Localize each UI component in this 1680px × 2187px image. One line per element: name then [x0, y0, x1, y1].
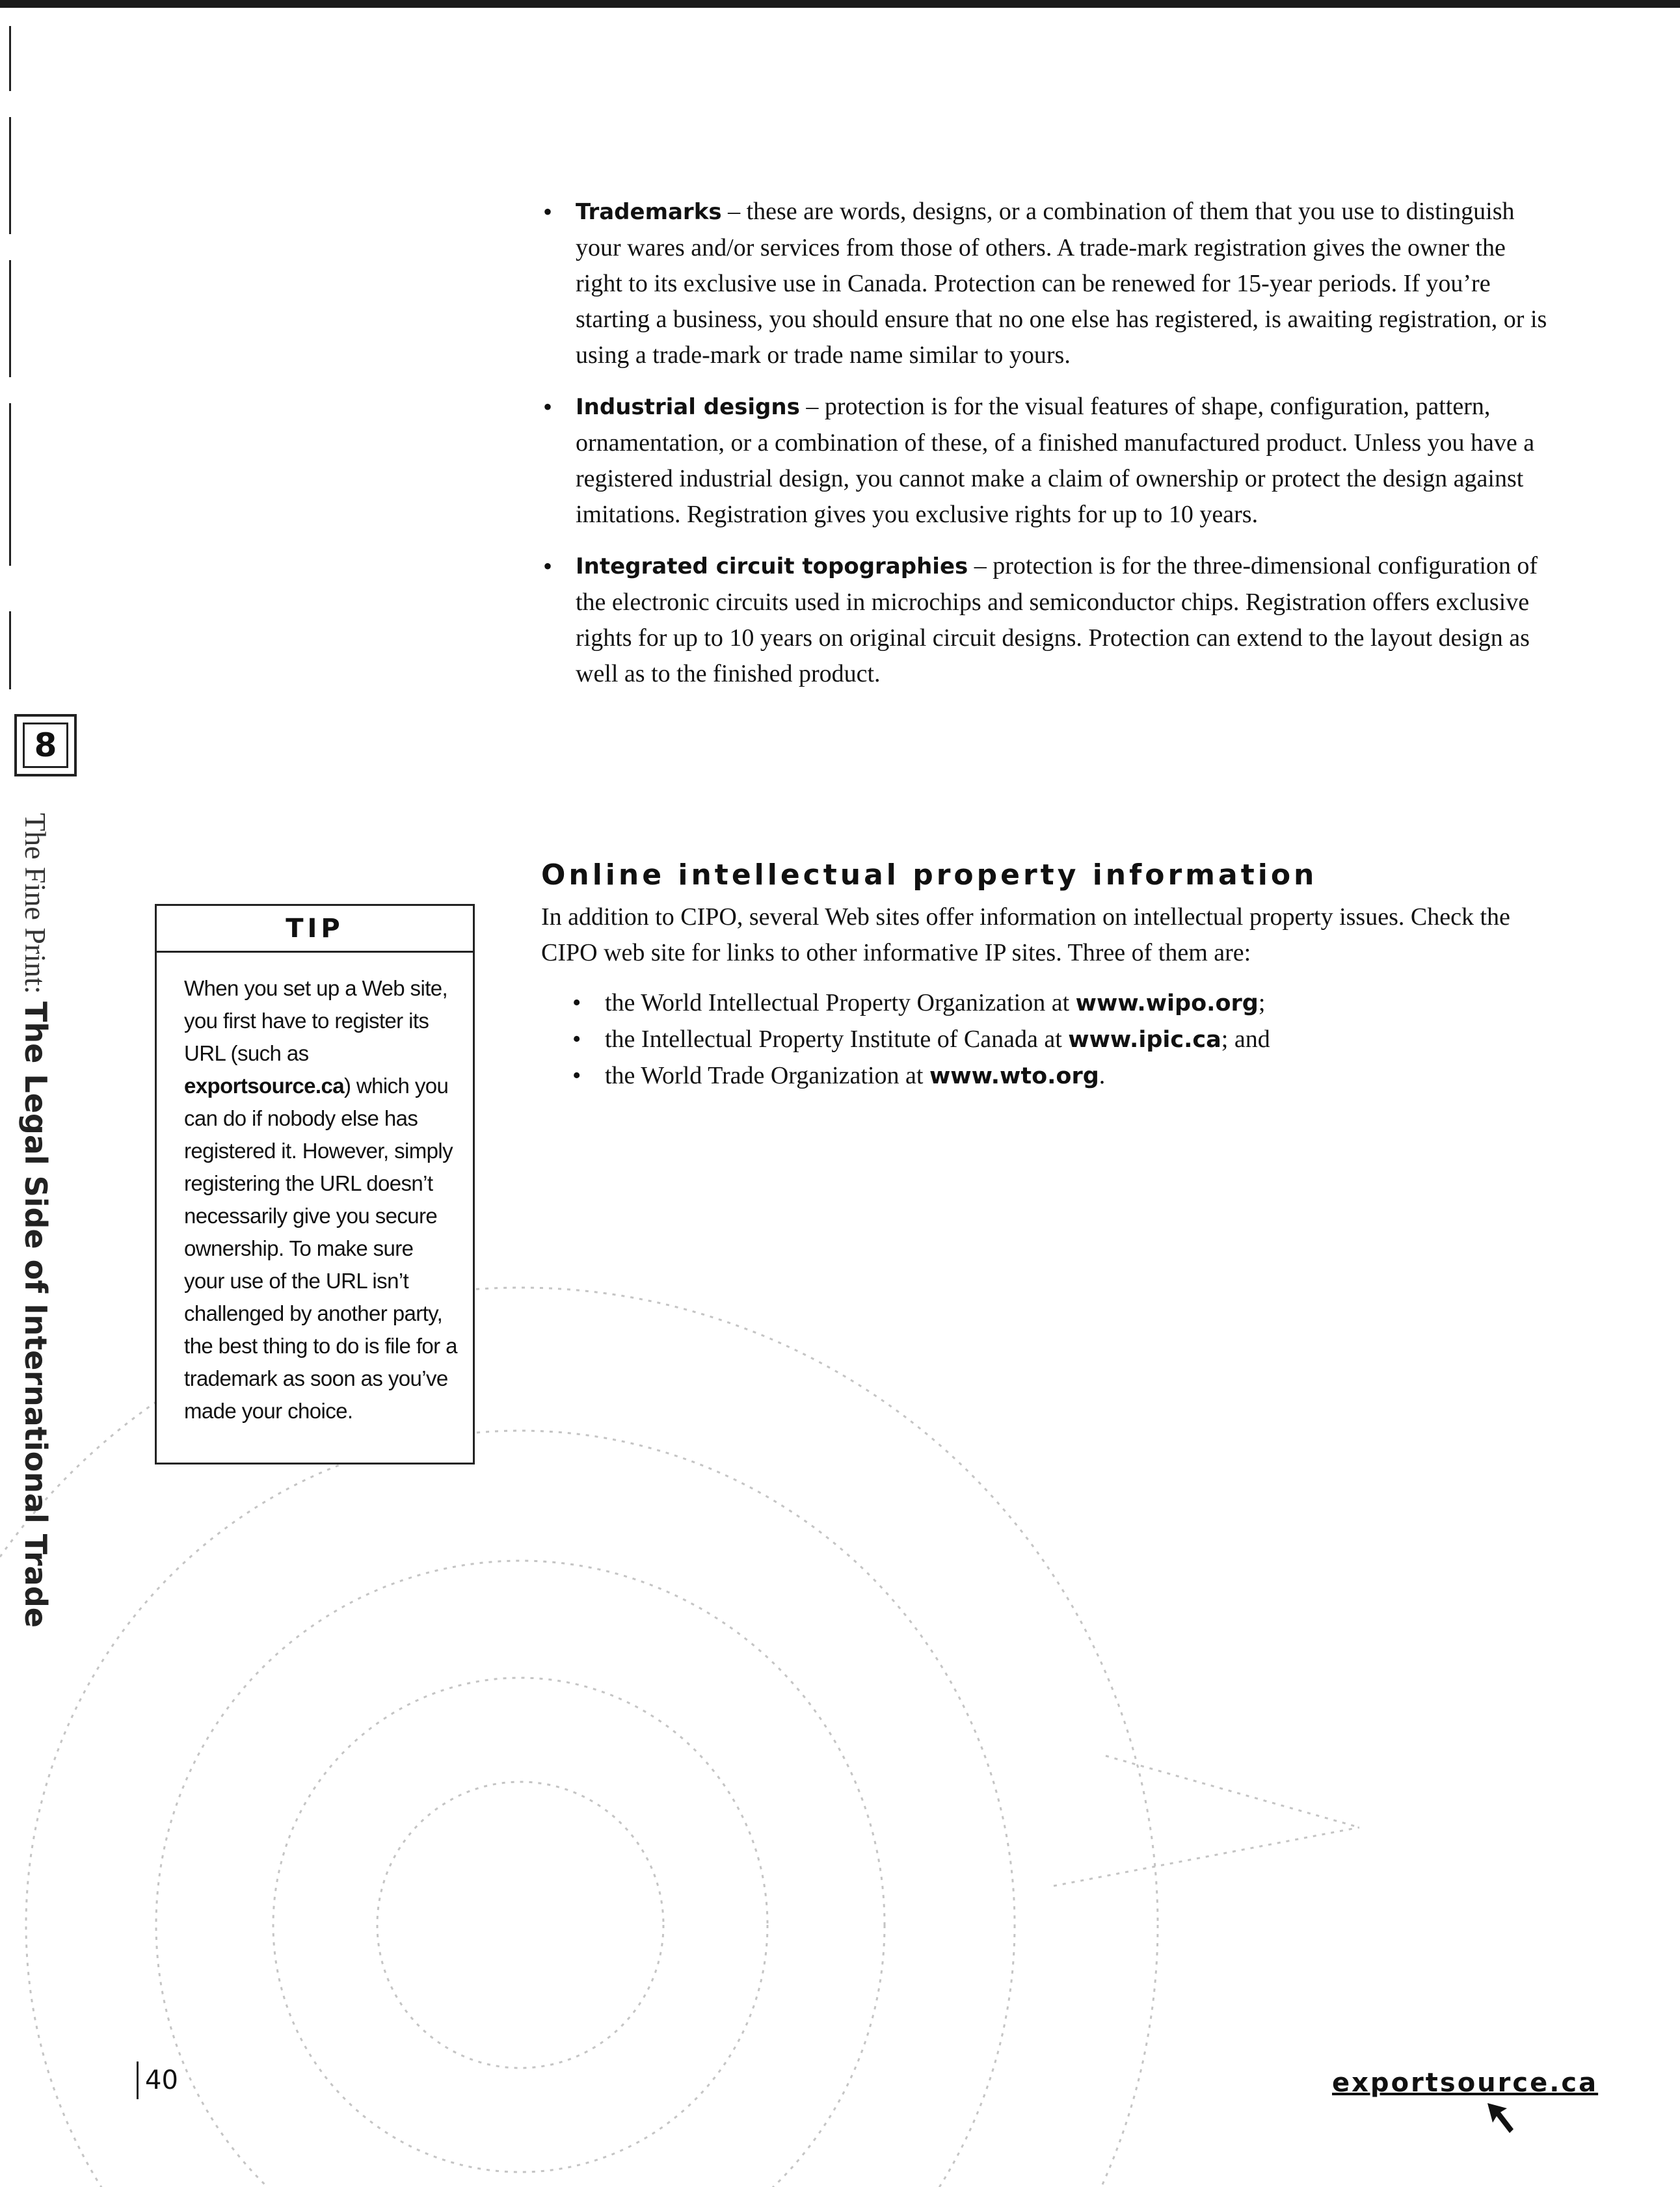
link-wto[interactable]: www.wto.org	[929, 1063, 1099, 1089]
link-suffix: ; and	[1221, 1026, 1270, 1053]
ip-types-list	[543, 194, 1558, 708]
list-item	[543, 548, 1558, 692]
chapter-number: 8	[23, 722, 68, 768]
list-item	[541, 1022, 1517, 1058]
chapter-badge	[14, 714, 77, 776]
tip-text-before: When you set up a Web site, you first have to register its URL (such as	[184, 976, 448, 1065]
list-item	[543, 389, 1558, 533]
list-item	[541, 985, 1517, 1022]
tip-title: TIP	[157, 906, 473, 953]
chapter-title-lead: The Fine Print:	[19, 813, 52, 1002]
link-ipic[interactable]: www.ipic.ca	[1068, 1027, 1221, 1053]
left-margin-rule	[9, 260, 11, 377]
list-item	[541, 1058, 1517, 1094]
list-item-term: Industrial designs	[576, 394, 800, 420]
list-item-term: Trademarks	[576, 199, 722, 225]
link-prefix: the Intellectual Property Institute of Canada at	[605, 1026, 1069, 1053]
left-margin-rule	[9, 403, 11, 566]
left-margin-rule	[9, 117, 11, 234]
top-rule	[0, 0, 1680, 8]
link-suffix: .	[1099, 1062, 1106, 1089]
tip-box	[155, 904, 475, 1465]
left-margin-rule	[9, 26, 11, 91]
link-prefix: the World Intellectual Property Organization at	[605, 989, 1076, 1016]
link-suffix: ;	[1258, 989, 1266, 1016]
list-item-text: – protection is for the visual features of shape, configuration, pattern, ornamentation, or a combination of these, of a finished manufactured product. Unless you have a registered industrial design, you cannot make a claim of ownership or protect the design against imitations. Registration gives you exclusive rights for up to 10 years.	[576, 393, 1535, 528]
list-item-text: – these are words, designs, or a combination of them that you use to distinguish your wares and/or services from those of others. A trade-mark registration gives the owner the right to its exclusive use in Canada. Protection can be renewed for 15-year periods. If you’re starting a business, you should ensure that no one else has registered, is awaiting registration, or is using a trade-mark or trade name similar to yours.	[576, 198, 1547, 369]
link-prefix: the World Trade Organization at	[605, 1062, 929, 1089]
page-number: 40	[137, 2061, 178, 2099]
tip-text-after: ) which you can do if nobody else has registered it. However, simply registering the URL doesn’t necessarily give you secure ownership. To make sure your use of the URL isn’t challenged by another party, the best thing to do is file for a trademark as soon as you’ve made your choice.	[184, 1074, 457, 1423]
list-item-text: – protection is for the three-dimensional configuration of the electronic circuits used in microchips and semiconductor chips. Registration offers exclusive rights for up to 10 years on original circuit designs. Protection can extend to the layout design as well as to the finished product.	[576, 552, 1538, 687]
tip-text-url: exportsource.ca	[184, 1074, 344, 1098]
footer-site-link[interactable]: exportsource.ca	[1332, 2068, 1599, 2098]
arrow-cursor-icon	[1485, 2101, 1524, 2140]
link-wipo[interactable]: www.wipo.org	[1075, 990, 1259, 1016]
tip-body	[157, 953, 473, 1427]
ip-links-list	[541, 985, 1517, 1094]
left-margin-rule	[9, 611, 11, 689]
chapter-title-vertical	[20, 813, 51, 1628]
section-heading: Online intellectual property information	[541, 858, 1318, 892]
section-intro: In addition to CIPO, several Web sites offer information on intellectual property issues. Check the CIPO web site for links to other informative IP sites. Three of them are:	[541, 903, 1510, 966]
chapter-title-main: The Legal Side of International Trade	[18, 1001, 53, 1628]
list-item	[543, 194, 1558, 373]
list-item-term: Integrated circuit topographies	[576, 553, 968, 579]
